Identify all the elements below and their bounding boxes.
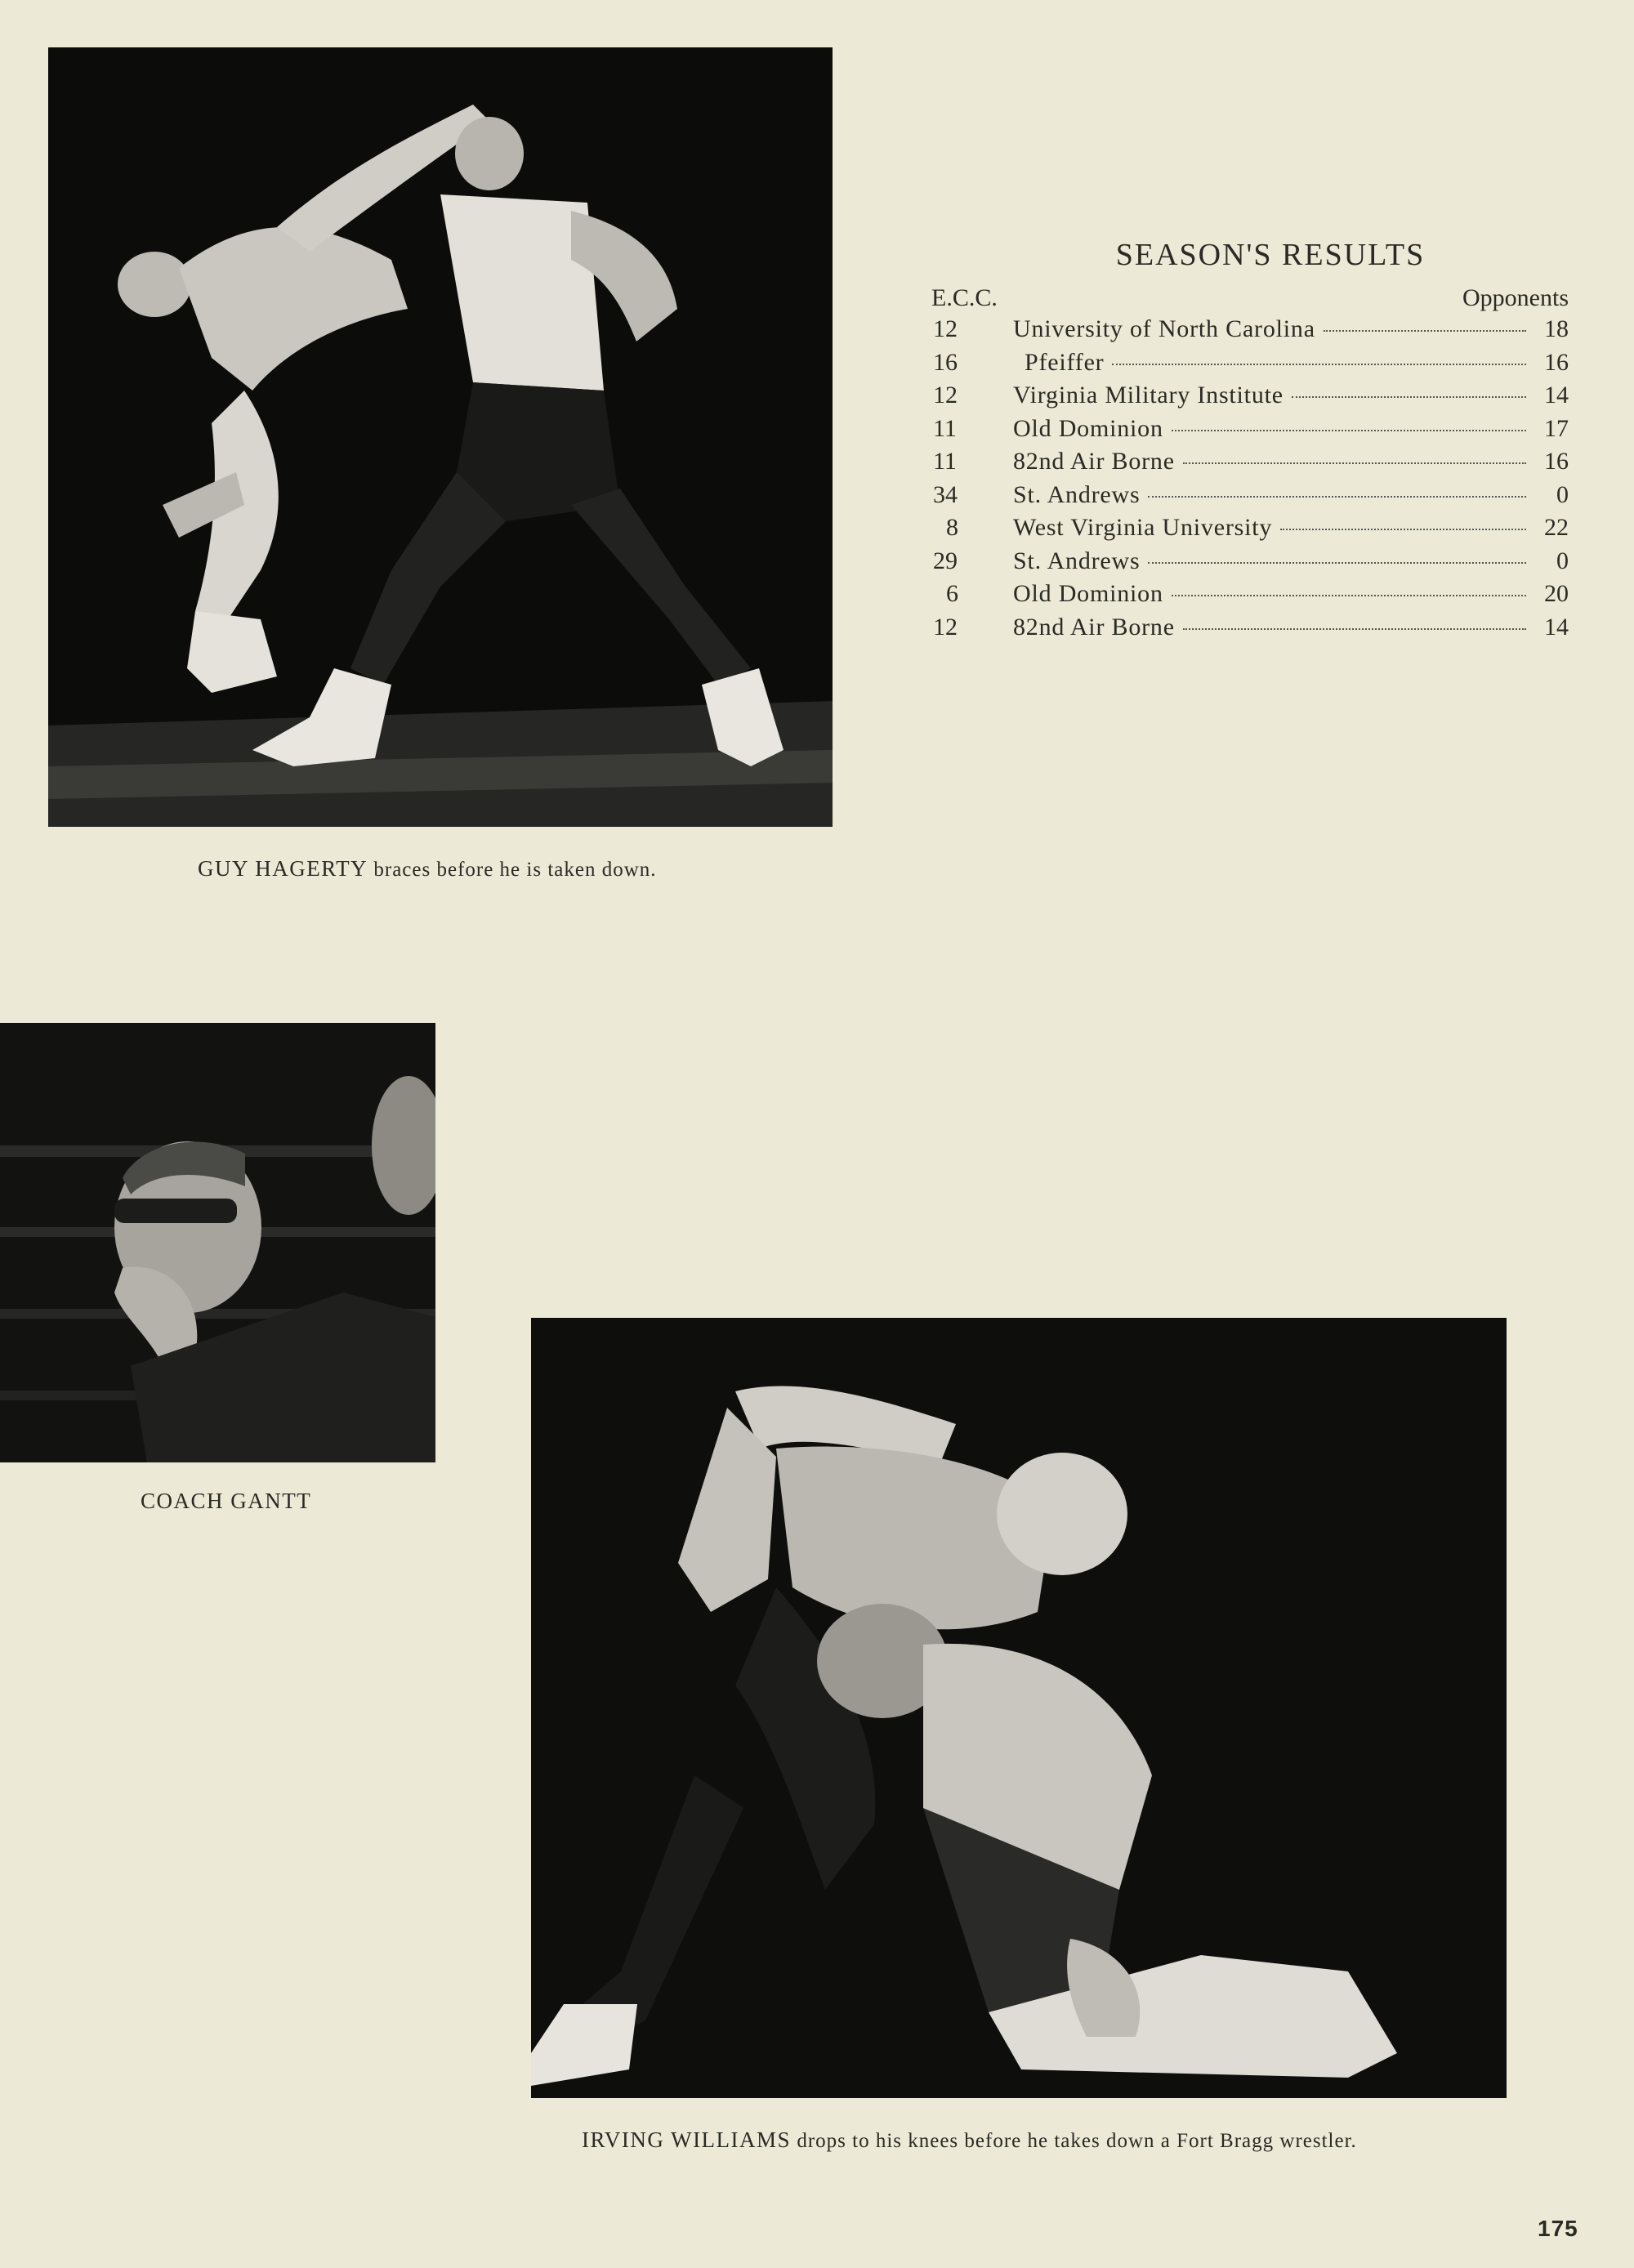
ecc-score: 6	[946, 580, 958, 607]
photo-caption-williams	[582, 2127, 1357, 2153]
leader-dots	[1112, 364, 1526, 365]
leader-dots	[1183, 462, 1526, 464]
header-ecc: E.C.C.	[931, 284, 998, 311]
opponent-score: 0	[1556, 547, 1569, 574]
opponent-name: St. Andrews	[1013, 547, 1141, 574]
leader-dots	[1292, 396, 1526, 398]
leader-dots	[1148, 562, 1526, 564]
caption-text: braces before he is taken down.	[373, 859, 657, 881]
table-row	[931, 514, 1569, 547]
opponent-score: 18	[1544, 315, 1569, 342]
ecc-score: 11	[933, 448, 957, 475]
results-title: SEASON'S RESULTS	[1115, 238, 1426, 272]
opponent-score: 22	[1544, 514, 1569, 541]
opponent-name: West Virginia University	[1013, 514, 1273, 541]
opponent-score: 16	[1544, 348, 1569, 376]
table-row	[931, 448, 1569, 481]
season-results-table	[931, 237, 1569, 646]
table-row	[931, 614, 1569, 647]
page-number: 175	[1538, 2216, 1578, 2241]
opponent-name: Old Dominion	[1013, 580, 1163, 607]
leader-dots	[1324, 330, 1526, 332]
opponent-name: University of North Carolina	[1013, 315, 1315, 342]
caption-name: IRVING WILLIAMS	[582, 2127, 792, 2152]
table-row	[931, 580, 1569, 614]
ecc-score: 8	[946, 514, 958, 541]
ecc-score: 11	[933, 414, 957, 442]
opponent-score: 17	[1544, 414, 1569, 442]
leader-dots	[1148, 496, 1526, 498]
opponent-name: St. Andrews	[1013, 480, 1141, 508]
opponent-score: 0	[1556, 480, 1569, 508]
caption-name: GUY HAGERTY	[198, 856, 368, 881]
opponent-score: 14	[1544, 382, 1569, 409]
ecc-score: 12	[933, 613, 958, 641]
header-opponents: Opponents	[1462, 284, 1569, 311]
wrestling-photo-hagerty	[48, 47, 833, 827]
table-row	[931, 415, 1569, 449]
table-row	[931, 382, 1569, 415]
opponent-name: 82nd Air Borne	[1013, 448, 1175, 475]
wrestling-photo-williams	[531, 1318, 1507, 2098]
opponent-score: 14	[1544, 613, 1569, 641]
table-row	[931, 547, 1569, 581]
leader-dots	[1172, 595, 1526, 596]
photo-caption-coach: COACH GANTT	[141, 1489, 312, 1513]
leader-dots	[1280, 529, 1526, 530]
table-row	[931, 349, 1569, 382]
ecc-score: 12	[933, 315, 958, 342]
ecc-score: 16	[933, 348, 958, 376]
results-header	[931, 284, 1569, 315]
ecc-score: 12	[933, 382, 958, 409]
leader-dots	[1183, 628, 1526, 630]
ecc-score: 29	[933, 547, 958, 574]
leader-dots	[1172, 430, 1526, 431]
photo-caption-hagerty	[198, 856, 657, 882]
ecc-score: 34	[933, 480, 958, 508]
table-row	[931, 315, 1569, 349]
opponent-name: Old Dominion	[1013, 414, 1163, 442]
opponent-name: Virginia Military Institute	[1013, 382, 1284, 409]
coach-photo	[0, 1023, 435, 1462]
caption-text: drops to his knees before he takes down a Fort Bragg wrestler.	[797, 2130, 1357, 2152]
opponent-score: 20	[1544, 580, 1569, 607]
opponent-name: Pfeiffer	[1025, 348, 1105, 376]
opponent-name: 82nd Air Borne	[1013, 613, 1175, 641]
opponent-score: 16	[1544, 448, 1569, 475]
table-row	[931, 481, 1569, 515]
